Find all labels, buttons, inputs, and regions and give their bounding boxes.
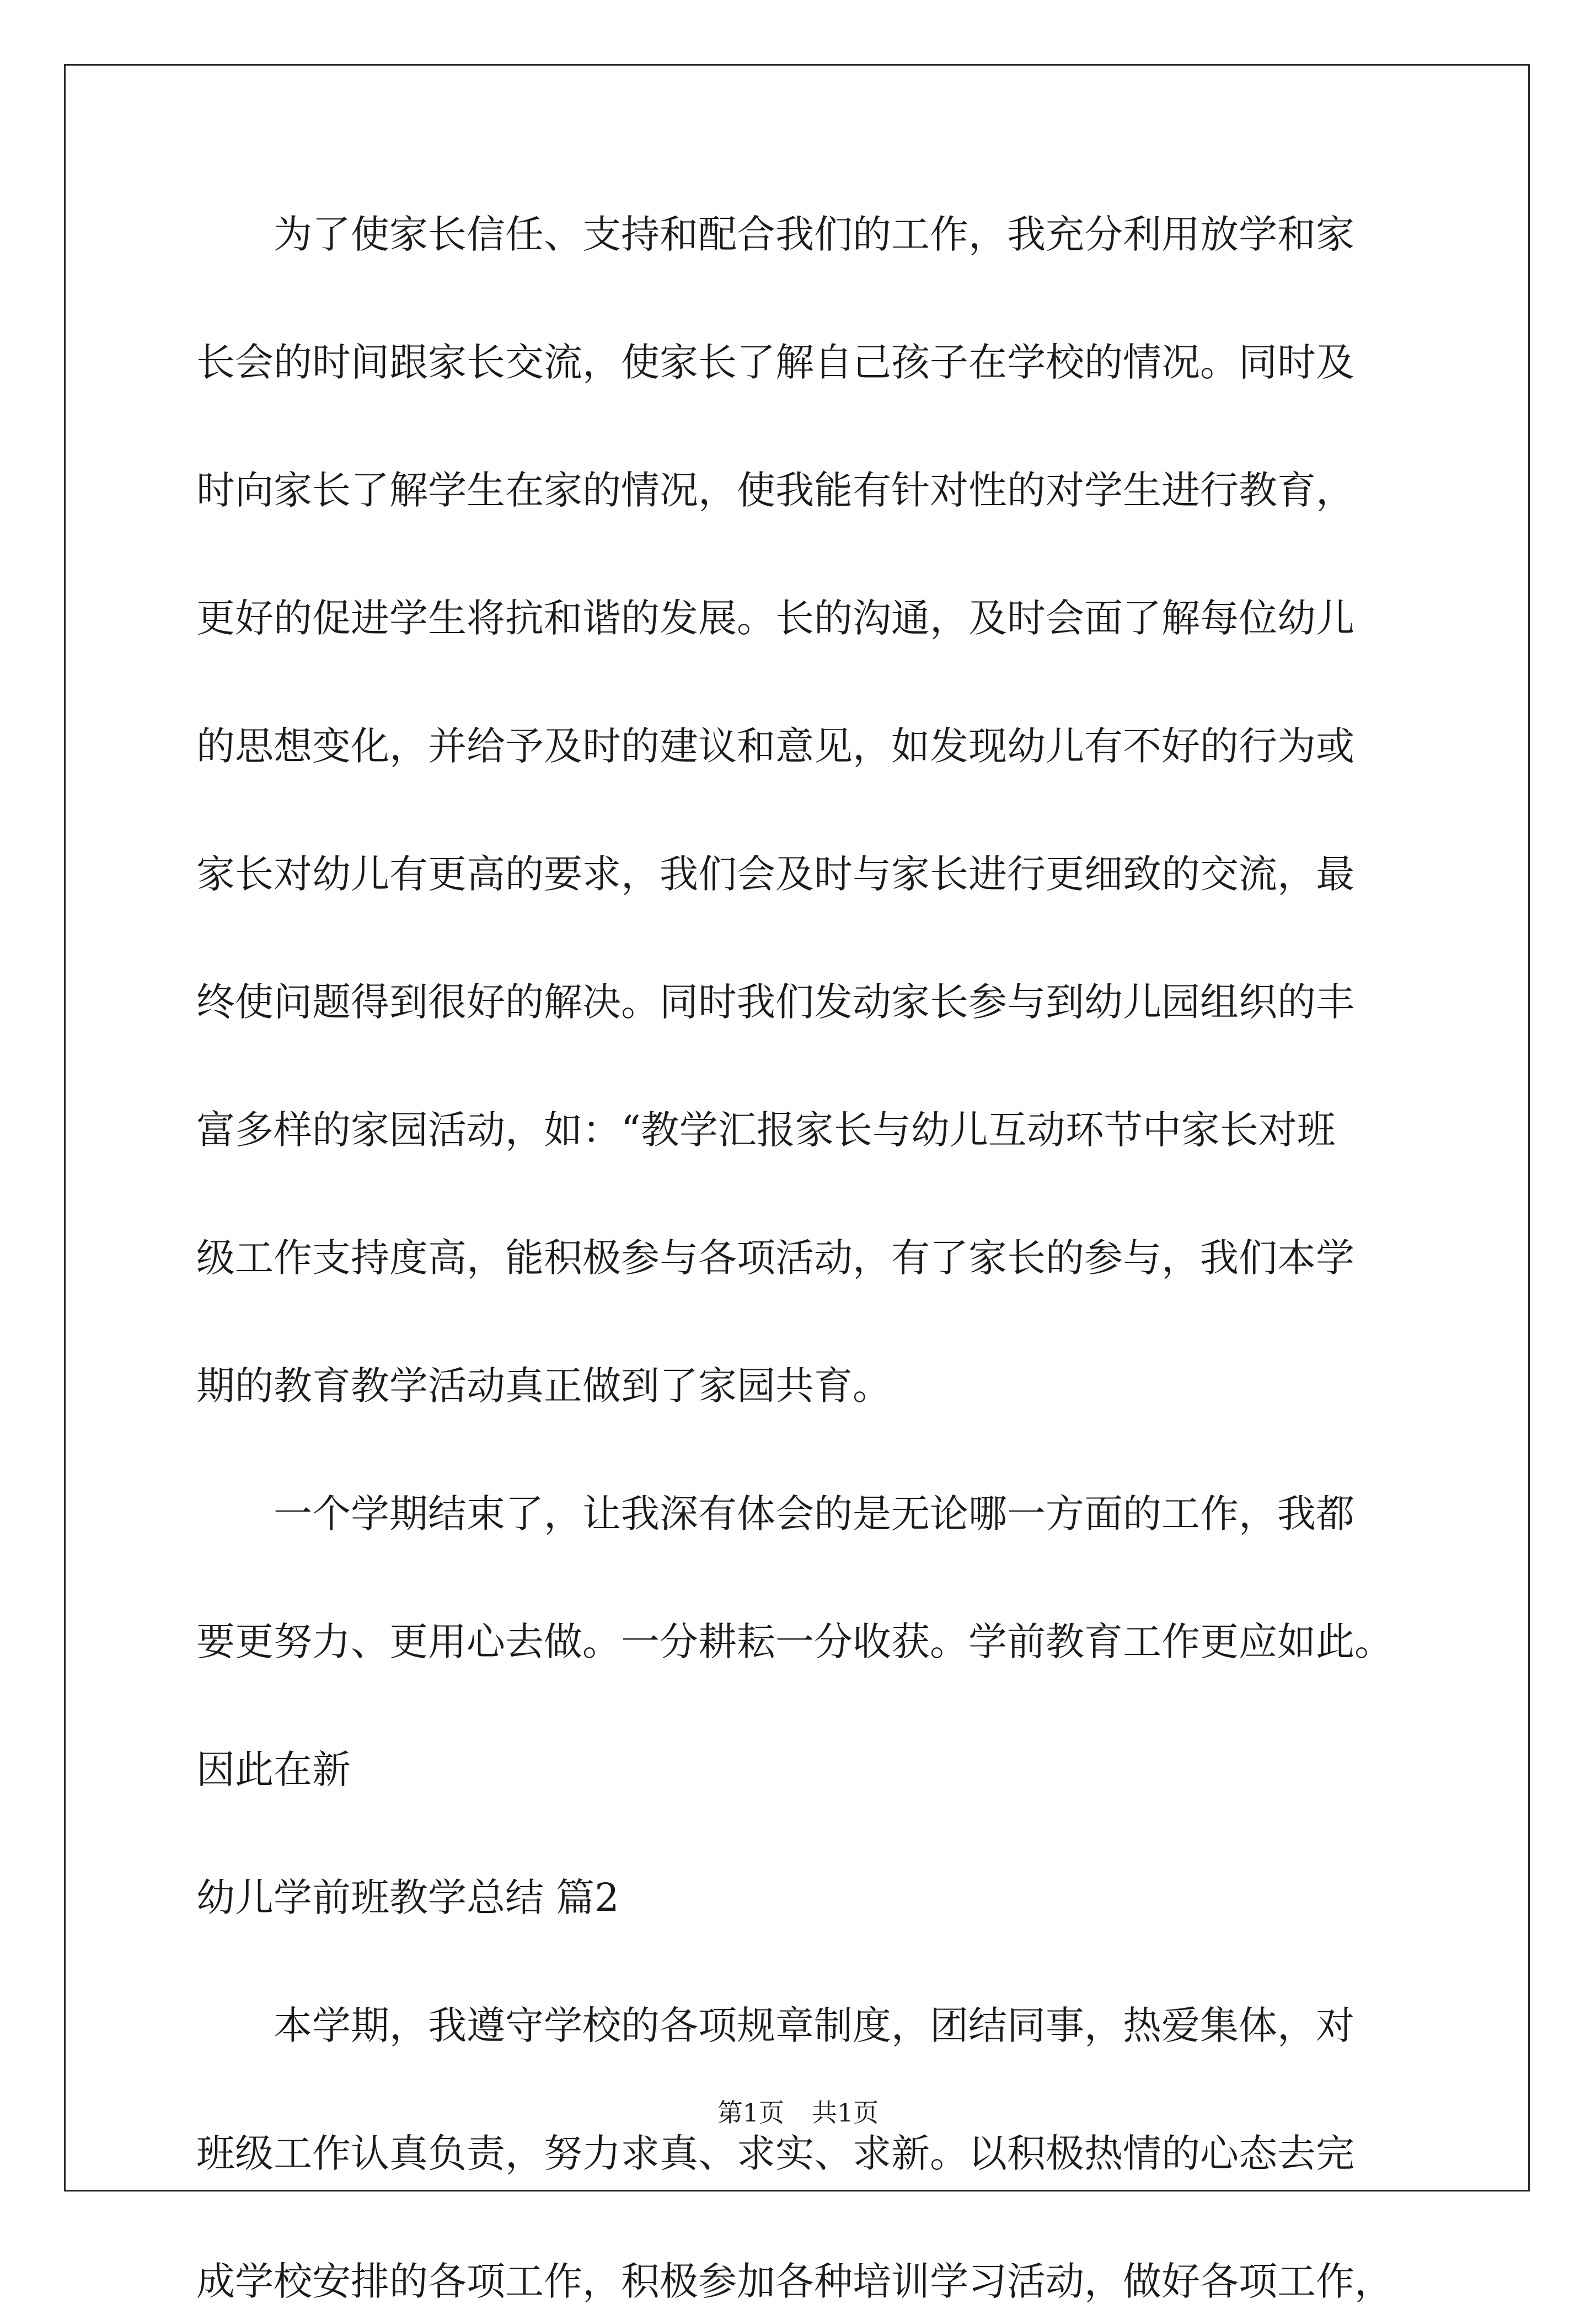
paragraph-line: 终使问题得到很好的解决。同时我们发动家长参与到幼儿园组织的丰	[196, 979, 1354, 1025]
paragraph-line: 期的教育教学活动真正做到了家园共育。	[196, 1363, 891, 1408]
paragraph-line: 本学期，我遵守学校的各项规章制度，团结同事，热爱集体，对	[274, 2003, 1354, 2048]
page-number: 第1页	[717, 2098, 784, 2128]
paragraph-line: 长会的时间跟家长交流，使家长了解自己孩子在学校的情况。同时及	[196, 340, 1354, 385]
paragraph-line: 要更努力、更用心去做。一分耕耘一分收获。学前教育工作更应如此。	[196, 1619, 1393, 1664]
paragraph-line: 更好的促进学生将抗和谐的发展。长的沟通，及时会面了解每位幼儿	[196, 596, 1354, 641]
paragraph-line: 班级工作认真负责，努力求真、求实、求新。以积极热情的心态去完	[196, 2131, 1354, 2176]
document-body	[196, 212, 1404, 2304]
paragraph-line: 一个学期结束了，让我深有体会的是无论哪一方面的工作，我都	[274, 1491, 1354, 1536]
paragraph-line: 家长对幼儿有更高的要求，我们会及时与家长进行更细致的交流，最	[196, 851, 1354, 897]
page-footer	[0, 2098, 1596, 2128]
paragraph-line: 的思想变化，并给予及时的建议和意见，如发现幼儿有不好的行为或	[196, 724, 1354, 769]
paragraph-line: 级工作支持度高，能积极参与各项活动，有了家长的参与，我们本学	[196, 1235, 1354, 1280]
paragraph-line: 时向家长了解学生在家的情况，使我能有针对性的对学生进行教育，	[196, 468, 1354, 513]
paragraph-line: 为了使家长信任、支持和配合我们的工作，我充分利用放学和家	[274, 212, 1354, 257]
paragraph-line: 成学校安排的各项工作，积极参加各种培训学习活动，做好各项工作，	[196, 2259, 1393, 2304]
section-heading: 幼儿学前班教学总结 篇2	[196, 1875, 619, 1920]
paragraph-line: 因此在新	[196, 1747, 351, 1792]
page-total: 共1页	[812, 2098, 879, 2128]
paragraph-line: 富多样的家园活动，如：“教学汇报家长与幼儿互动环节中家长对班	[196, 1107, 1336, 1153]
